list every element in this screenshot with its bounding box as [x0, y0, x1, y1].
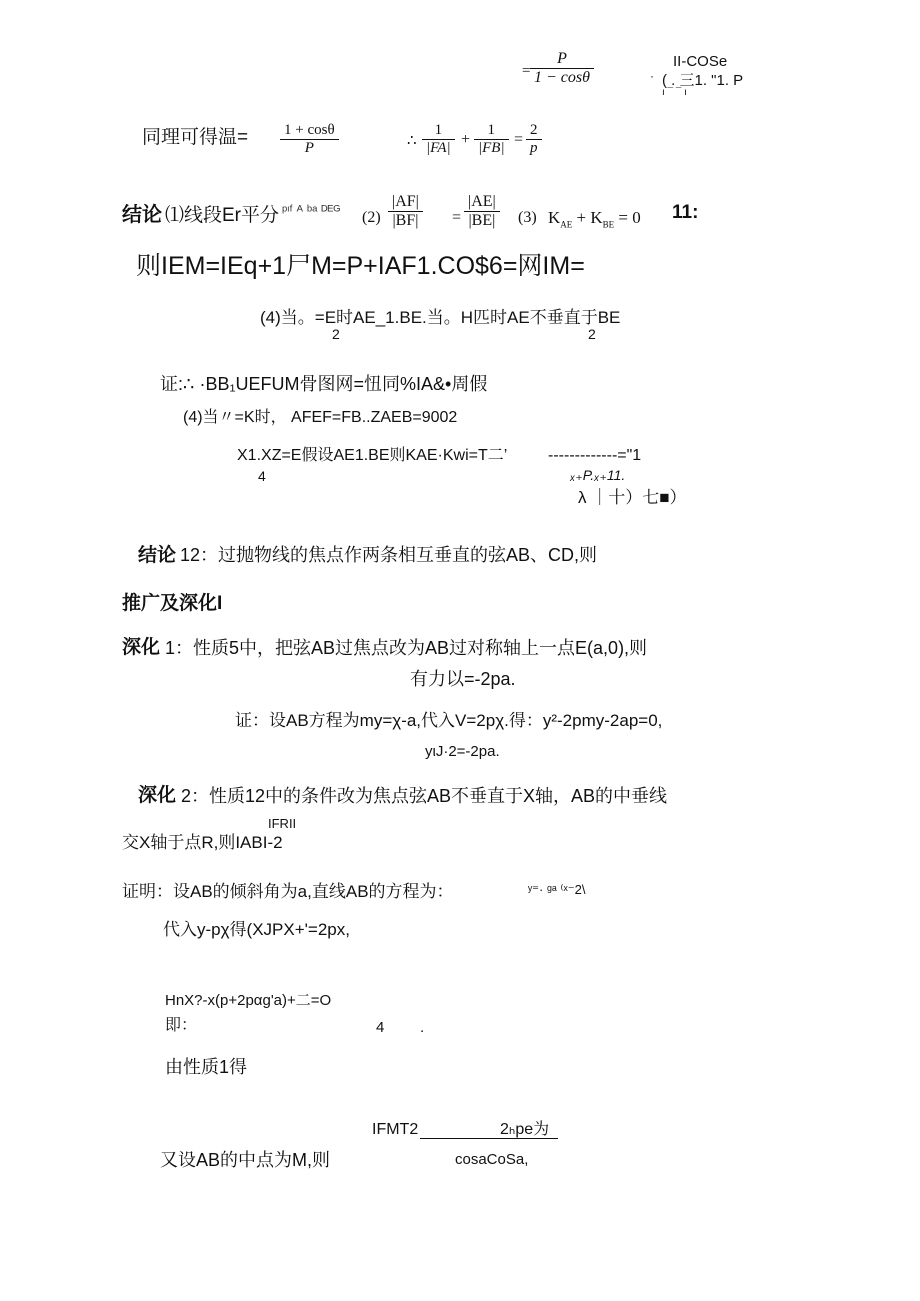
proof-line6-bar [420, 1138, 558, 1139]
formula-equals: = [522, 63, 531, 79]
ratio-bf: |BF| [392, 211, 419, 229]
ratio-equals: = [452, 209, 462, 226]
note-b-mark: · [650, 69, 654, 83]
tongli-fraction [280, 122, 339, 156]
deep1-proof1: 证：设AB方程为my=χ-a,代入V=2pχ.得：y²-2pmy-2ap=0, [235, 711, 663, 730]
proof-line3: HnX?-x(p+2pαg'a)+二=O [165, 992, 332, 1009]
proof-line4-dot: . [420, 1019, 425, 1036]
conclusion-tail: 11: [672, 202, 699, 223]
k-sub-ae: AE [560, 219, 573, 230]
note-a: II-COSe [673, 53, 728, 70]
tongli-text: 同理可得温= [142, 127, 249, 148]
item-2: (2) [362, 209, 381, 226]
frac-fa-num: 1 [434, 122, 443, 138]
note-b: ( . 三1. "1. P [662, 72, 744, 89]
frac-fa [422, 122, 455, 156]
frac-fb-den: |FB| [478, 139, 505, 156]
proof-garbled-line: 证:∴ ·BB₁UEFUM骨图网=忸同%IA&•周假 [160, 374, 488, 394]
conclusion-garble: ᵖᶦᶠ ᴬ ᵇᵃ ᴰᴱᴳ [282, 202, 341, 218]
x1-dashes: -------------="1 [548, 447, 642, 464]
proof-line2: 代入y-pχ得(XJPX+'=2px, [163, 920, 350, 939]
case4-sub2: 2 [588, 326, 596, 342]
conclusion12-label: 结论 [138, 545, 177, 566]
proof-line6-bottom: cosaCoSa, [455, 1151, 529, 1168]
section-heading: 推广及深化I [122, 593, 223, 614]
conclusion-label: 结论 [122, 204, 162, 226]
conclusion-text: ⑴线段Er平分 [165, 205, 280, 226]
frac-fb [474, 122, 509, 156]
x1-line: X1.XZ=E假设AE1.BE则KAE·Kwi=T二’ [237, 447, 508, 464]
tongli-numerator: 1 + cosθ [284, 122, 335, 138]
deep1-proof2: yιJ·2=-2pa. [425, 743, 500, 760]
x1-sub: 4 [258, 468, 266, 484]
ratio-ae: |AE| [468, 193, 496, 210]
ratio-af-bf [388, 193, 423, 229]
ratio-ae-be [464, 193, 500, 229]
k-letter: K [548, 208, 561, 227]
proof-line6-top: IFMT2 [372, 1121, 419, 1138]
proof-line6: 又设AB的中点为M,则 [160, 1150, 331, 1170]
proof-line4-num: 4 [376, 1019, 385, 1036]
deep2-text: 2：性质12中的条件改为焦点弦AB不垂直于X轴，AB的中垂线 [181, 786, 668, 806]
proof-line4: 即： [165, 1017, 198, 1034]
k-ae [548, 209, 641, 229]
proof-line5: 由性质1得 [165, 1057, 248, 1077]
k-plus: + K [576, 208, 603, 227]
frac-fb-num: 1 [487, 122, 496, 138]
frac-fa-den: |FA| [426, 139, 451, 156]
k-sub-be: BE [602, 219, 615, 230]
deep2-line2: 交X轴于点R,则IABI-2 [122, 833, 283, 852]
frac-2p-den: p [530, 139, 538, 156]
top-fraction-numerator: P [557, 50, 567, 67]
deep2-label: 深化 [138, 785, 177, 806]
big-equation-line: 则IEM=IEq+1尸M=P+IAF1.CO$6=网IM= [136, 252, 585, 280]
deep1-line2: 有力以=-2pa. [410, 669, 516, 689]
x1-right1: ₓ₊P.ₓ₊11. [570, 467, 626, 483]
proof-line1: 证明：设AB的倾斜角为a,直线AB的方程为： [122, 882, 454, 901]
ratio-be: |BE| [468, 211, 496, 229]
x1-right2: λ ｜十）七■） [578, 488, 687, 507]
equals-symbol: = [514, 131, 524, 148]
conclusion12-text: 12：过抛物线的焦点作两条相互垂直的弦AB、CD,则 [180, 545, 598, 565]
tongli-denominator: P [304, 139, 314, 156]
case4-sub1: 2 [332, 326, 340, 342]
deep2-sup: IFRII [268, 816, 297, 831]
item-3: (3) [518, 209, 537, 226]
top-fraction [530, 50, 594, 86]
deep1-text: 1：性质5中，把弦AB过焦点改为AB过对称轴上一点E(a,0),则 [165, 638, 648, 658]
case4-line: (4)当。=E时AE_1.BE.当。H匹时AE不垂直于BE [260, 308, 621, 327]
deep1-label: 深化 [122, 637, 161, 658]
ratio-af: |AF| [392, 193, 419, 210]
k-equals-zero: = 0 [618, 208, 641, 227]
frac-2p [526, 122, 542, 156]
proof-line6-mid: 2ₕpe为 [500, 1121, 550, 1138]
top-fraction-denominator: 1 − cosθ [534, 68, 590, 86]
therefore-symbol: ∴ [407, 133, 417, 149]
plus-symbol: + [461, 131, 471, 148]
frac-2p-num: 2 [530, 122, 538, 138]
proof-line1-tail: ʸ⁼· ᵍᵃ ⁽ˣ⁻2\ [528, 882, 586, 897]
note-c: ı ¯ ¯ ı [662, 87, 687, 98]
case4b-line: (4)当〃=K时， AFEF=FB..ZAEB=9002 [183, 409, 458, 426]
